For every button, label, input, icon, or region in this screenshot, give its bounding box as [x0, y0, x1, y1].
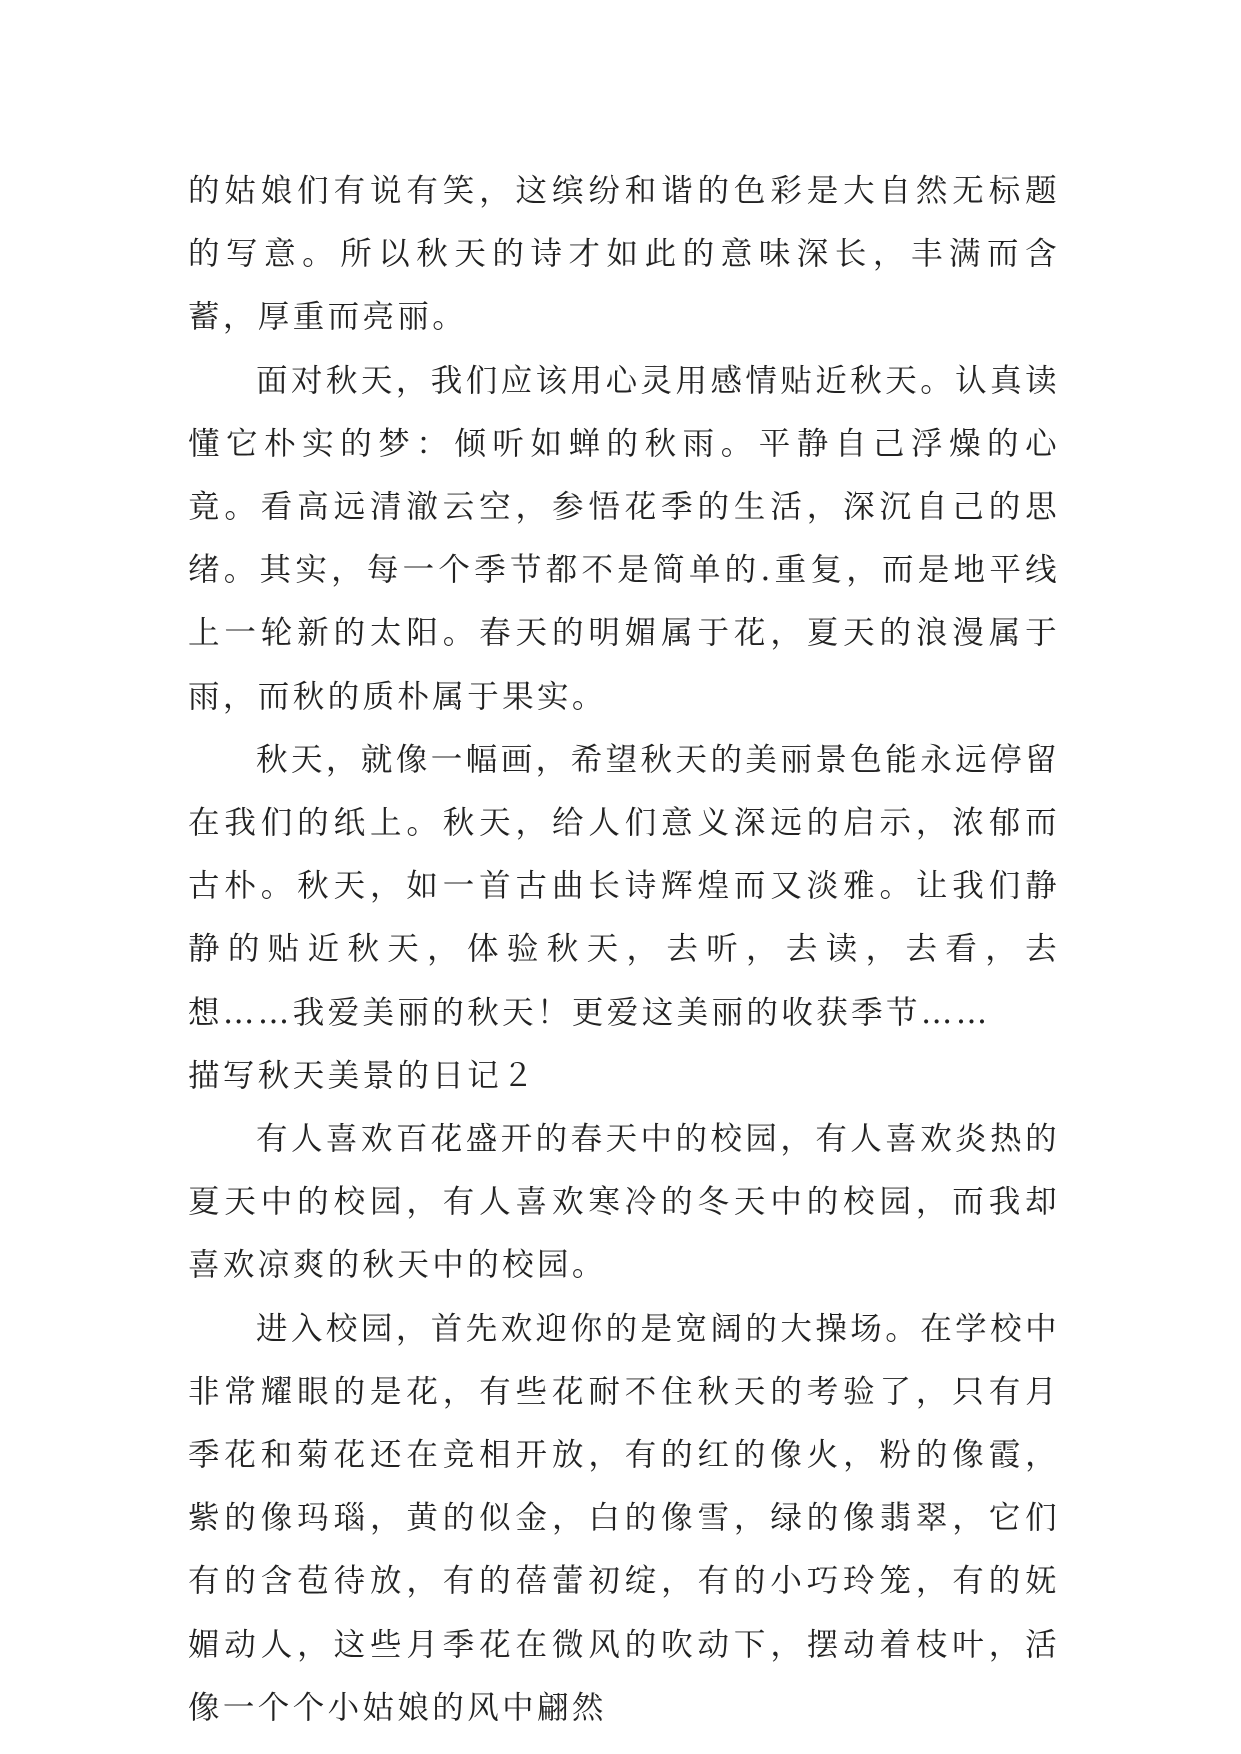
- paragraph-autumn-painting: 秋天，就像一幅画，希望秋天的美丽景色能永远停留在我们的纸上。秋天，给人们意义深远的启示，浓郁而古朴。秋天，如一首古曲长诗辉煌而又淡雅。让我们静静的贴近秋天，体验秋天，去听，去读，去看，去想……我爱美丽的秋天！更爱这美丽的收获季节……: [188, 741, 1060, 1031]
- paragraph-campus-intro: 有人喜欢百花盛开的春天中的校园，有人喜欢炎热的夏天中的校园，有人喜欢寒冷的冬天中的校园，而我却喜欢凉爽的秋天中的校园。: [188, 1121, 1060, 1284]
- paragraph-continued: 的姑娘们有说有笑，这缤纷和谐的色彩是大自然无标题的写意。所以秋天的诗才如此的意味深长，丰满而含蓄，厚重而亮丽。: [188, 173, 1060, 336]
- paragraph-campus-flowers: 进入校园，首先欢迎你的是宽阔的大操场。在学校中非常耀眼的是花，有些花耐不住秋天的考验了，只有月季花和菊花还在竞相开放，有的红的像火，粉的像霞，紫的像玛瑙，黄的似金，白的像雪，绿的像翡翠，它们有的含苞待放，有的蓓蕾初绽，有的小巧玲笼，有的妩媚动人，这些月季花在微风的吹动下，摆动着枝叶，活像一个个小姑娘的风中翩然: [188, 1310, 1060, 1726]
- section-heading: 描写秋天美景的日记２: [188, 1057, 538, 1094]
- paragraph-facing-autumn: 面对秋天，我们应该用心灵用感情贴近秋天。认真读懂它朴实的梦：倾听如蝉的秋雨。平静自己浮燥的心竟。看高远清澈云空，参悟花季的生活，深沉自己的思绪。其实，每一个季节都不是简单的.重复，而是地平线上一轮新的太阳。春天的明媚属于花，夏天的浪漫属于雨，而秋的质朴属于果实。: [188, 362, 1060, 715]
- document-body: [188, 160, 1060, 1740]
